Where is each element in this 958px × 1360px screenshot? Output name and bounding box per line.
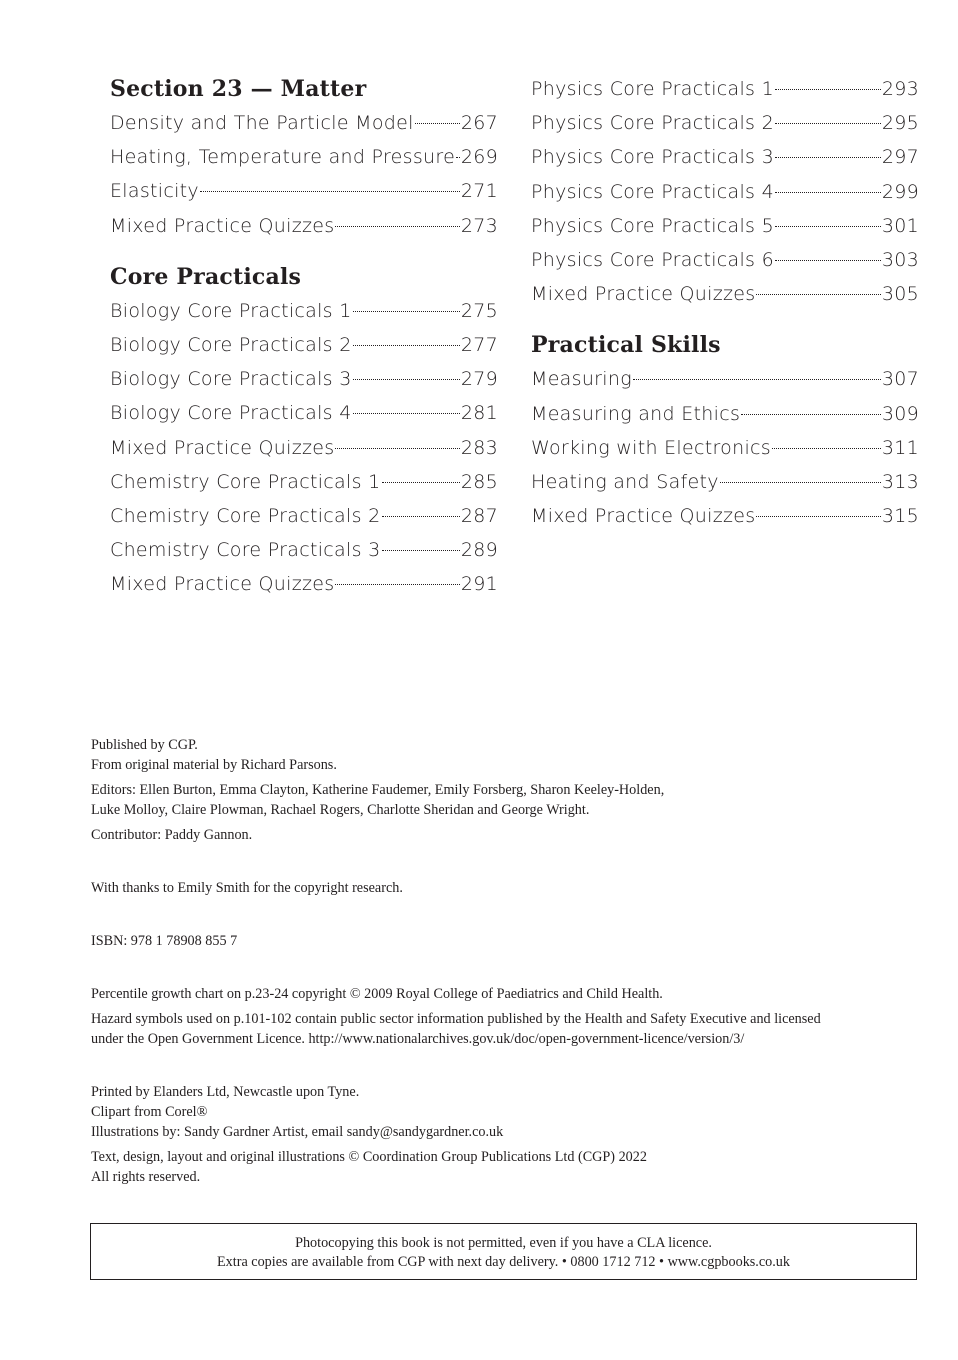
toc-entry[interactable] [110,362,498,396]
dot-leader [335,448,459,449]
toc-entry-title: Physics Core Practicals 6 [531,248,774,271]
toc-entry-title: Mixed Practice Quizzes [531,283,756,306]
toc-entry-page: 311 [881,436,919,459]
toc-entry-title: Physics Core Practicals 1 [531,78,774,100]
dot-leader [353,345,460,346]
dot-leader [633,379,881,380]
hazard-credit: under the Open Government Licence. http://www.nationalarchives.gov.uk/doc/open-government-licence/version/3/ [91,1031,745,1047]
toc-entry[interactable] [110,533,498,567]
toc-entry-title: Physics Core Practicals 3 [531,146,774,169]
toc-left-column [110,72,498,601]
dot-leader [353,311,460,312]
dot-leader [775,260,881,261]
original-material-line: From original material by Richard Parsons. [91,757,337,773]
toc-entry[interactable] [531,277,919,311]
toc-entry[interactable] [531,106,919,140]
dot-leader [415,123,460,124]
toc-entry-page: 307 [881,368,919,391]
toc-entry-page: 309 [881,402,919,425]
toc-entry[interactable] [110,567,498,601]
toc-entry-title: Chemistry Core Practicals 1 [110,470,381,493]
editors-line: Editors: Ellen Burton, Emma Clayton, Katherine Faudemer, Emily Forsberg, Sharon Keeley-Holden, [91,782,665,798]
toc-entry[interactable] [110,209,498,243]
toc-entry[interactable] [531,431,919,465]
toc-entry[interactable] [531,72,919,106]
toc-entry-title: Mixed Practice Quizzes [110,214,335,237]
toc-entry[interactable] [531,243,919,277]
toc-entry-page: 303 [881,248,919,271]
toc-entry-page: 267 [460,112,498,134]
toc-entry-title: Mixed Practice Quizzes [110,436,335,459]
toc-entry-title: Biology Core Practicals 3 [110,368,352,391]
toc-entry-title: Biology Core Practicals 1 [110,299,352,322]
toc-entry-title: Measuring [531,368,632,391]
hazard-credit: Hazard symbols used on p.101-102 contain public sector information published by the Health and Safety Executive and licensed [91,1011,821,1027]
toc-entry[interactable] [110,140,498,174]
toc-entry-page: 305 [881,283,919,306]
toc-entry-page: 271 [460,180,498,203]
toc-entry-page: 295 [881,112,919,135]
dot-leader [775,89,881,90]
toc-entry-page: 273 [460,214,498,237]
toc-entry-title: Mixed Practice Quizzes [531,505,756,528]
dot-leader [720,482,881,483]
toc-entry[interactable] [110,174,498,208]
toc-entry-page: 315 [881,505,919,528]
toc-entry[interactable] [110,465,498,499]
toc-entry-title: Physics Core Practicals 5 [531,214,774,237]
toc-entry[interactable] [110,431,498,465]
toc-entry-title: Working with Electronics [531,436,771,459]
toc-entry[interactable] [110,106,498,140]
toc-entry-page: 313 [881,470,919,493]
toc-entry-page: 293 [881,78,919,100]
toc-entry-page: 275 [460,299,498,322]
toc-entry-page: 301 [881,214,919,237]
dot-leader [775,157,881,158]
toc-entry-page: 287 [460,504,498,527]
toc-entry-title: Physics Core Practicals 2 [531,112,774,135]
toc-entry[interactable] [531,362,919,396]
toc-entry-title: Biology Core Practicals 4 [110,402,352,425]
dot-leader [335,584,459,585]
section-heading: Section 23 — Matter [110,76,367,102]
clipart-line: Clipart from Corel® [91,1104,208,1120]
dot-leader [741,414,881,415]
toc-entry[interactable] [531,140,919,174]
toc-entry-page: 299 [881,180,919,203]
notice-line: Extra copies are available from CGP with next day delivery. • 0800 1712 712 • www.cgpbooks.co.uk [217,1254,790,1270]
toc-entry[interactable] [531,209,919,243]
editors-line: Luke Molloy, Claire Plowman, Rachael Rogers, Charlotte Sheridan and George Wright. [91,802,590,818]
dot-leader [775,192,881,193]
toc-entry-title: Heating and Safety [531,470,719,493]
toc-entry[interactable] [110,294,498,328]
copyright-line: Text, design, layout and original illustrations © Coordination Group Publications Ltd (CGP) 2022 [91,1149,647,1165]
toc-entry-page: 285 [460,470,498,493]
section-heading: Core Practicals [110,263,302,290]
toc-entry-title: Mixed Practice Quizzes [110,573,335,596]
notice-line: Photocopying this book is not permitted, even if you have a CLA licence. [295,1235,712,1251]
toc-entry-page: 279 [460,368,498,391]
dot-leader [353,413,460,414]
imprint [91,735,931,1187]
section-heading: Practical Skills [531,332,721,359]
toc-entry[interactable] [110,396,498,430]
thanks-line: With thanks to Emily Smith for the copyright research. [91,880,403,896]
toc-right-column [531,72,919,533]
dot-leader [353,379,460,380]
dot-leader [775,226,881,227]
toc-entry-title: Chemistry Core Practicals 2 [110,504,381,527]
contributor-line: Contributor: Paddy Gannon. [91,827,253,843]
isbn-line: ISBN: 978 1 78908 855 7 [91,933,238,949]
printer-line: Printed by Elanders Ltd, Newcastle upon Tyne. [91,1084,360,1100]
toc-entry-page: 291 [460,573,498,596]
toc-entry-page: 283 [460,436,498,459]
publisher-line: Published by CGP. [91,737,198,753]
toc-entry-page: 277 [460,333,498,356]
toc-entry-title: Measuring and Ethics [531,402,741,425]
rights-line: All rights reserved. [91,1169,201,1185]
dot-leader [456,157,460,158]
dot-leader [335,226,459,227]
toc-entry[interactable] [531,175,919,209]
toc-entry-title: Biology Core Practicals 2 [110,333,352,356]
toc-entry-page: 281 [460,402,498,425]
dot-leader [382,482,460,483]
dot-leader [382,516,460,517]
toc-entry-page: 297 [881,146,919,169]
dot-leader [200,191,460,192]
photocopy-notice-box [90,1223,917,1280]
toc-entry[interactable] [110,328,498,362]
toc-entry[interactable] [110,499,498,533]
dot-leader [772,448,881,449]
toc-entry-page: 289 [460,539,498,562]
dot-leader [756,294,880,295]
toc-entry-title: Heating, Temperature and Pressure [110,146,456,169]
dot-leader [775,123,881,124]
growth-chart-credit: Percentile growth chart on p.23-24 copyright © 2009 Royal College of Paediatrics and Child Health. [91,986,663,1002]
dot-leader [382,550,460,551]
toc-entry-page: 269 [460,146,498,169]
toc-entry-title: Chemistry Core Practicals 3 [110,539,381,562]
toc-entry[interactable] [531,499,919,533]
toc-entry-title: Physics Core Practicals 4 [531,180,774,203]
toc-entry[interactable] [531,465,919,499]
illustrations-line: Illustrations by: Sandy Gardner Artist, email sandy@sandygardner.co.uk [91,1124,504,1140]
toc-entry[interactable] [531,397,919,431]
toc-entry-title: Elasticity [110,180,199,203]
toc-entry-title: Density and The Particle Model [110,112,414,134]
dot-leader [756,516,880,517]
